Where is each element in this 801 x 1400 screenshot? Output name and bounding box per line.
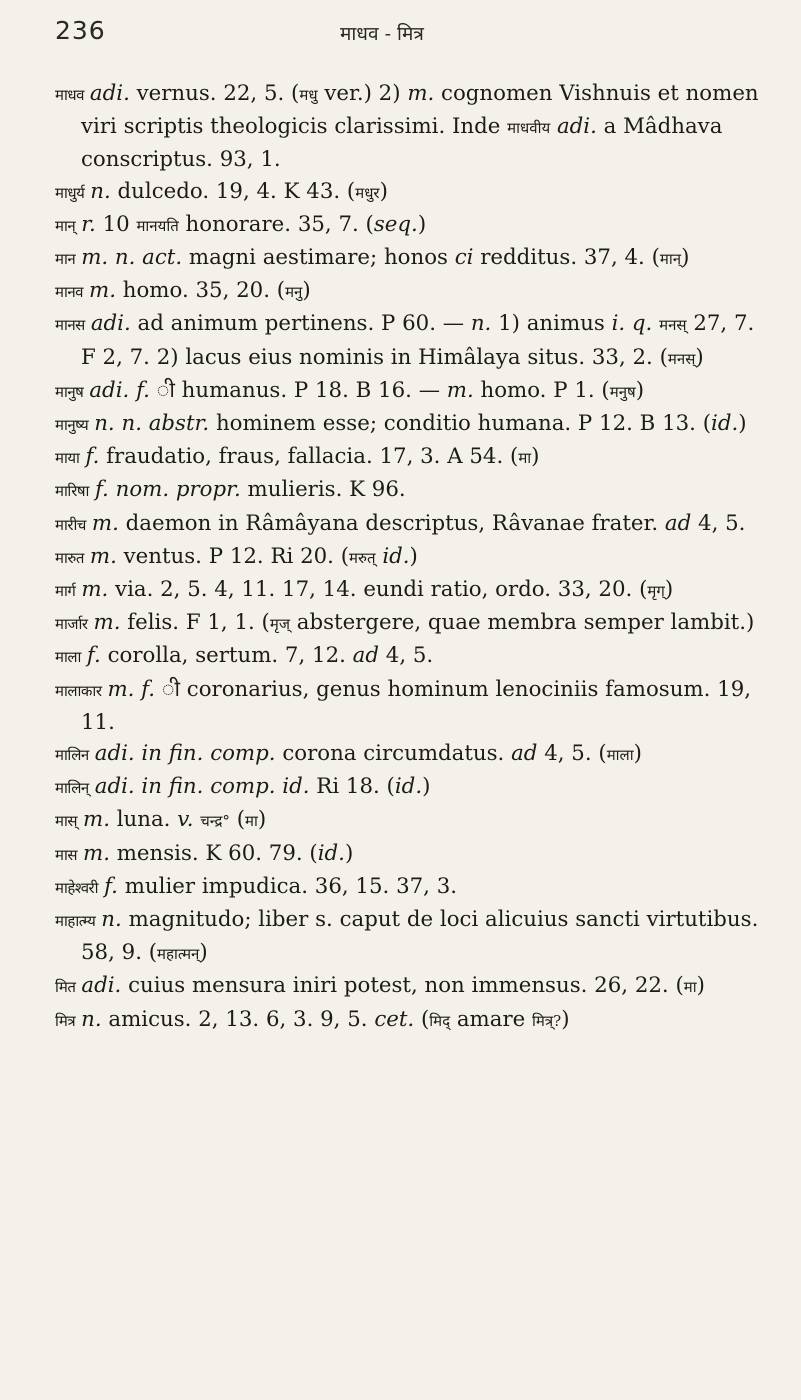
devanagari-reference: मनस् [667,349,696,368]
page-header [55,16,761,56]
entry-headword: मास् [55,812,77,831]
definition-text: fraudatio, fraus, fallacia. 17, 3. A 54. ( [99,444,519,470]
dictionary-entry [55,771,775,804]
definition-text [550,114,557,139]
definition-text: felis. F 1, 1. ( [120,610,270,636]
dictionary-entry [55,607,775,640]
dictionary-entry [55,375,775,408]
devanagari-reference: माला [606,746,634,765]
definition-text: mulieris. K 96. [240,477,406,503]
entry-headword: माहेश्वरी [55,878,99,897]
grammar-label: id. [711,411,739,437]
dictionary-entry [55,408,775,441]
grammar-label: n. [470,311,492,337]
dictionary-entry [55,541,775,574]
grammar-label: adi. [556,114,597,140]
definition-text: mensis. K 60. 79. ( [109,840,318,866]
dictionary-entry [55,242,775,275]
definition-text: magnitudo; liber s. caput de loci alicuius sancti virtutibus. 58, 9. ( [81,907,759,966]
entry-headword: मारीच [55,515,86,534]
definition-text: 4, 5. ( [537,741,607,767]
devanagari-reference: मान् [659,250,682,269]
grammar-label: adi. [90,311,131,337]
definition-text: ) [344,840,354,866]
devanagari-reference: मा [245,812,258,831]
definition-text: ) [681,245,690,271]
dictionary-entry [55,508,775,541]
definition-text: ) [379,178,388,204]
dictionary-entry [55,209,775,242]
grammar-label: id. [317,840,345,866]
dictionary-entry [55,871,775,904]
entry-headword: मानुष [55,382,84,401]
devanagari-reference: मृज् [269,615,290,634]
entry-headword: मानुष्य [55,416,89,435]
definition-text: magni aestimare; honos [182,245,455,271]
grammar-label: m. [89,278,116,304]
devanagari-reference: माधवीय [507,119,551,138]
devanagari-reference: मधु [299,86,318,104]
definition-text: ) [302,278,311,304]
definition-text: ) [695,344,704,370]
definition-text: ( [414,1006,430,1032]
devanagari-reference: मृग् [647,582,665,601]
devanagari-reference: मित्र्? [532,1011,562,1030]
definition-text: corolla, sertum. 7, 12. [100,643,353,669]
definition-text: 4, 5. [379,643,434,669]
grammar-label: f. [136,377,150,403]
entry-headword: मान् [55,216,76,235]
entry-headword: मित्र [55,1011,76,1030]
grammar-label: m. n. act. [81,245,183,271]
definition-text: ) [561,1006,570,1032]
definition-text: ) [633,741,642,767]
dictionary-entry [55,308,775,374]
grammar-label: ad [352,643,380,669]
definition-text: 27, 7. F 2, 7. 2) lacus eius nominis in Himâlaya situs. 33, 2. ( [81,311,755,370]
definition-text: mulier impudica. 36, 15. 37, 3. [117,873,458,899]
grammar-label: ad [511,741,538,767]
dictionary-entry [55,970,775,1003]
grammar-label: f. [104,873,118,899]
definition-text: dulcedo. 19, 4. K 43. ( [110,178,356,204]
entry-headword: मार्जार [55,615,88,634]
definition-text: cognomen Vishnuis et nomen viri scriptis theologicis clarissimi. Inde [81,81,759,140]
definition-text: ी coronarius, genus hominum lenociniis famosum. 19, 11. [81,676,752,735]
entry-headword: मालाकार [55,681,102,700]
entry-headword: मार्ग [55,582,76,601]
grammar-label: r. [81,211,96,237]
dictionary-entry [55,275,775,308]
devanagari-reference: मा [683,978,697,997]
definition-text: ) [696,973,705,999]
definition-text: a Mâdhava conscriptus. 93, 1. [81,114,723,173]
grammar-label: v. [177,807,194,833]
dictionary-entry [55,574,775,607]
grammar-label: f. nom. propr. [94,477,241,503]
definition-text: luna. [109,807,178,833]
dictionary-entry [55,904,775,970]
definition-text: 10 [95,211,137,237]
definition-text: ad animum pertinens. P 60. — [130,311,471,337]
definition-text: daemon in Râmâyana descriptus, Râvanae frater. [118,510,665,536]
definition-text: ventus. P 12. Ri 20. ( [116,543,350,569]
dictionary-entry [55,474,775,507]
definition-text: ) [409,543,418,569]
grammar-label: f. [86,643,101,669]
grammar-label: m. [407,81,435,106]
devanagari-reference: मा [518,449,532,468]
definition-text: ) [664,577,674,603]
definition-text: ) [417,211,427,237]
grammar-label: adi. [89,81,130,106]
devanagari-reference: मनुष [609,382,636,401]
definition-text: ) [199,940,208,966]
dictionary-entry [55,78,775,176]
devanagari-reference: मरुत् [349,548,376,567]
definition-text: ( [229,807,246,833]
definition-text: homo. P 1. ( [473,377,610,403]
grammar-label: adi. [89,377,130,403]
grammar-label: m. f. [107,676,156,702]
definition-text: vernus. 22, 5. ( [129,81,300,106]
grammar-label: n. [90,178,111,204]
dictionary-entry [55,640,775,673]
grammar-label: m. [83,807,110,833]
devanagari-reference: मिद् [429,1011,451,1030]
grammar-label: m. [93,610,121,636]
grammar-label: m. [446,377,474,403]
grammar-label: cet. [374,1006,415,1032]
entry-headword: मान [55,250,76,269]
devanagari-reference: मनु [285,283,303,302]
definition-text: ) [422,774,431,800]
definition-text: 1) animus [491,311,612,337]
grammar-label: id. [394,774,423,800]
grammar-label: adi. in fin. comp. id. [94,774,310,800]
grammar-label: m. [89,543,117,569]
grammar-label: ad [664,510,692,536]
grammar-label: seq. [373,211,418,237]
devanagari-reference: चन्द्र° [200,812,230,831]
dictionary-entry [55,441,775,474]
definition-text: honorare. 35, 7. ( [178,211,374,237]
entry-headword: मालिन् [55,779,89,798]
definition-text: corona circumdatus. [275,741,512,767]
devanagari-reference: मानयति [136,216,179,235]
page-number: 236 [55,16,106,45]
grammar-label: n. n. abstr. [94,411,210,437]
definition-text: ) [738,411,747,437]
grammar-label: m. [91,510,119,536]
entry-headword: मारुत [55,548,84,567]
entry-headword: माहात्म्य [55,912,96,931]
definition-text: 4, 5. [691,510,746,536]
dictionary-entry [55,738,775,771]
grammar-label: id. [382,543,410,569]
entry-headword: मित [55,978,76,997]
grammar-label: i. q. [611,311,653,337]
entry-headword: मारिषा [55,482,89,501]
devanagari-reference: मधुर [355,183,380,202]
definition-text: cuius mensura iniri potest, non immensus. 26, 22. ( [121,973,684,999]
definition-text: amicus. 2, 13. 6, 3. 9, 5. [101,1006,375,1032]
grammar-label: n. [101,907,122,933]
definition-text: ver.) 2) [317,81,408,106]
definition-text: ) [531,444,540,470]
entry-headword: माधुर्य [55,183,85,202]
definition-text: amare [450,1006,533,1032]
dictionary-entry [55,838,775,871]
definition-text: redditus. 37, 4. ( [473,245,660,271]
definition-text: ) [257,807,267,833]
entry-list [55,78,775,1037]
definition-text: Ri 18. ( [309,774,395,800]
definition-text: abstergere, quae membra semper lambit.) [289,610,755,636]
grammar-label: m. [83,840,110,866]
definition-text: via. 2, 5. 4, 11. 17, 14. eundi ratio, ordo. 33, 20. ( [108,577,648,603]
grammar-label: ci [454,245,474,271]
dictionary-entry [55,1004,775,1037]
entry-headword: माया [55,449,80,468]
grammar-label: adi. [81,973,122,999]
definition-text: homo. 35, 20. ( [116,278,286,304]
devanagari-reference: मनस् [659,316,687,335]
entry-headword: मालिन [55,746,89,765]
dictionary-entry [55,674,775,738]
grammar-label: m. [81,577,109,603]
definition-text: hominem esse; conditio humana. P 12. B 13. ( [209,411,712,437]
definition-text: ी humanus. P 18. B 16. — [149,377,447,403]
running-head: माधव - मित्र [340,23,424,45]
entry-headword: माधव [55,86,84,104]
entry-headword: मास [55,845,77,864]
definition-text: ) [635,377,645,403]
dictionary-entry [55,804,775,837]
grammar-label: n. [81,1006,102,1032]
grammar-label: f. [85,444,100,470]
entry-headword: मानस [55,316,85,335]
entry-headword: माला [55,648,81,667]
devanagari-reference: महात्मन् [157,945,200,964]
dictionary-entry [55,176,775,209]
grammar-label: adi. in fin. comp. [94,741,276,767]
entry-headword: मानव [55,283,84,302]
